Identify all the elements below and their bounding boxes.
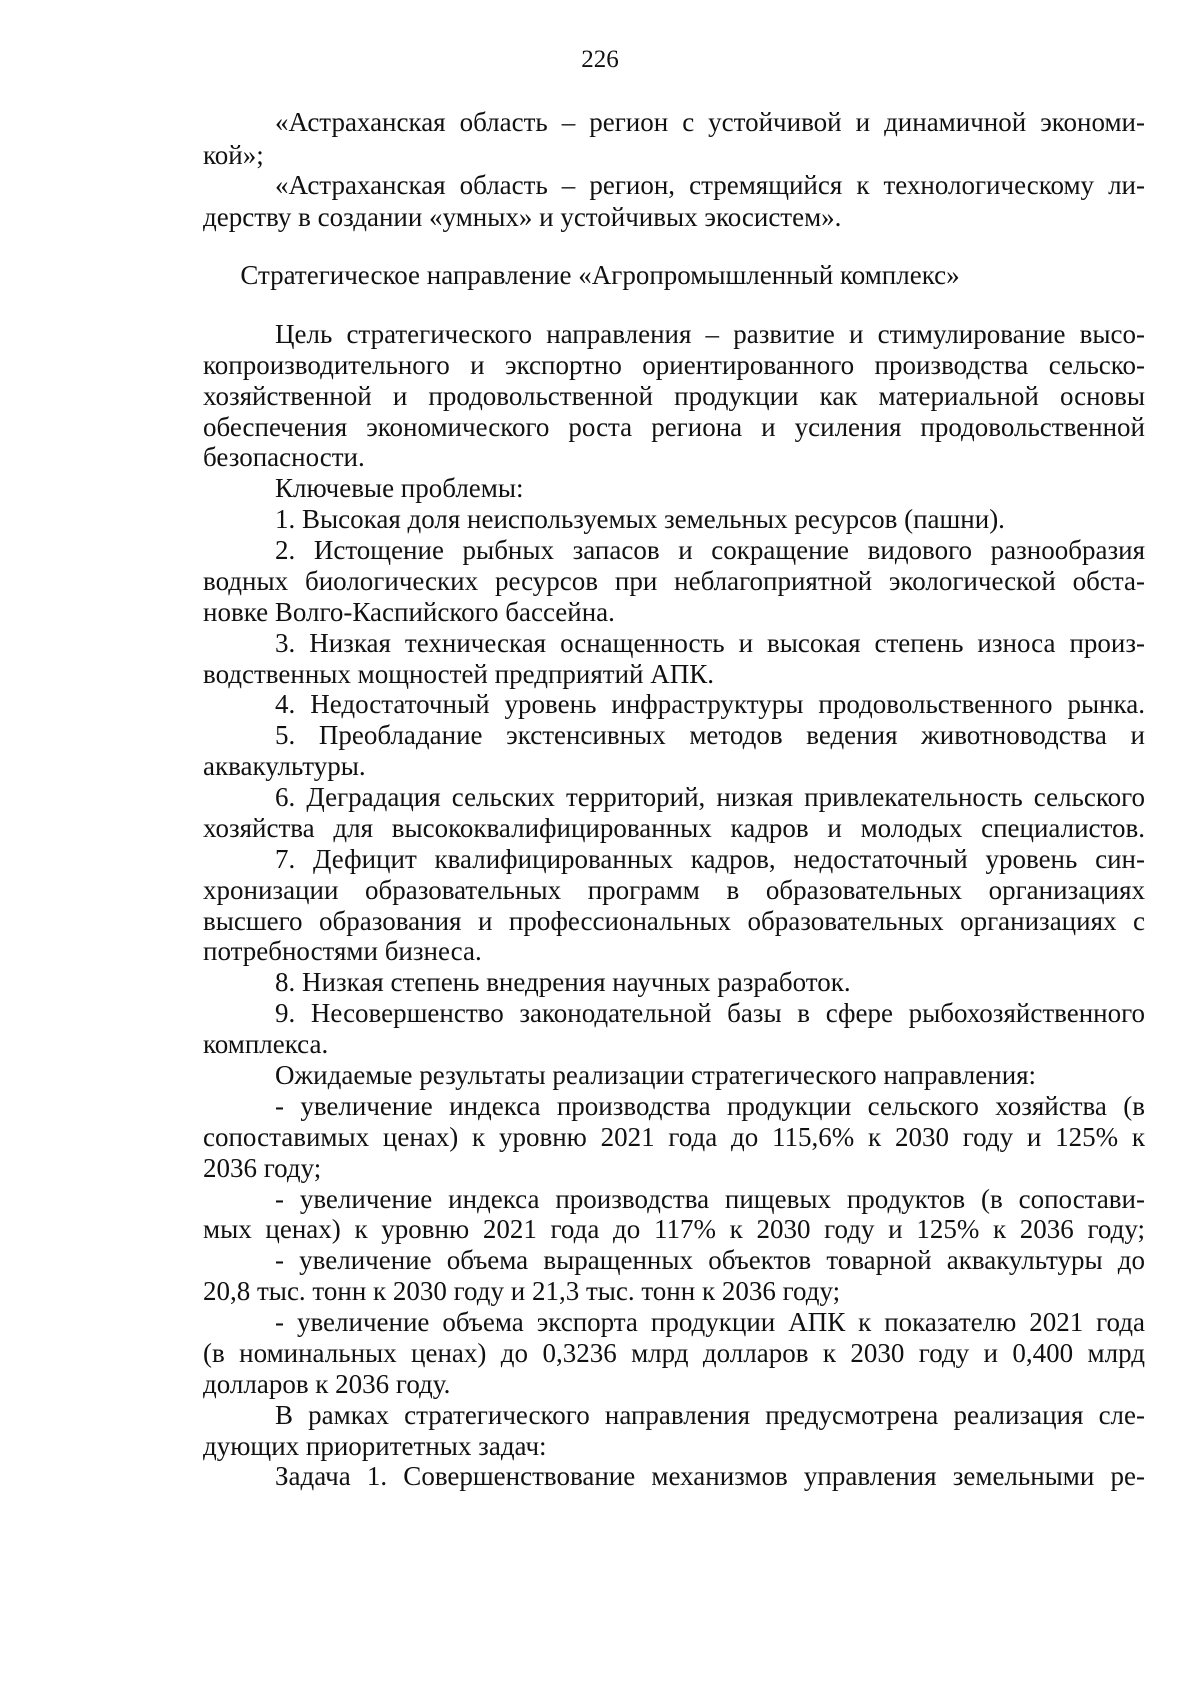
text-line: 3. Низкая техническая оснащенность и высокая степень износа произ- xyxy=(275,628,1145,658)
text-line: обеспечения экономического роста региона и усиления продовольственной xyxy=(203,412,1145,442)
text-line: 4. Недостаточный уровень инфраструктуры продовольственного рынка. xyxy=(275,689,1145,719)
text-line: 20,8 тыс. тонн к 2030 году и 21,3 тыс. тонн к 2036 году; xyxy=(203,1276,841,1306)
page-number: 226 xyxy=(581,46,619,73)
text-line: - увеличение индекса производства продукции сельского хозяйства (в xyxy=(275,1091,1145,1121)
text-line: 6. Деградация сельских территорий, низкая привлекательность сельского xyxy=(275,782,1145,812)
text-line: Ожидаемые результаты реализации стратегического направления: xyxy=(275,1060,1037,1090)
text-line: копроизводительного и экспортно ориентированного производства сельско- xyxy=(203,350,1145,380)
text-line: «Астраханская область – регион с устойчивой и динамичной экономи- xyxy=(275,107,1145,137)
text-line: сопоставимых ценах) к уровню 2021 года до 115,6% к 2030 году и 125% к xyxy=(203,1122,1145,1152)
text-line: долларов к 2036 году. xyxy=(203,1369,451,1399)
text-line: «Астраханская область – регион, стремящийся к технологическому ли- xyxy=(275,170,1145,200)
text-line: мых ценах) к уровню 2021 года до 117% к 2030 году и 125% к 2036 году; xyxy=(203,1214,1145,1244)
text-line: водных биологических ресурсов при неблагоприятной экологической обста- xyxy=(203,566,1145,596)
text-line: Цель стратегического направления – развитие и стимулирование высо- xyxy=(275,319,1145,349)
text-line: 8. Низкая степень внедрения научных разработок. xyxy=(275,967,851,997)
text-line: потребностями бизнеса. xyxy=(203,936,482,966)
text-line: (в номинальных ценах) до 0,3236 млрд долларов к 2030 году и 0,400 млрд xyxy=(203,1338,1145,1368)
text-line: хронизации образовательных программ в образовательных организациях xyxy=(203,875,1145,905)
text-line: водственных мощностей предприятий АПК. xyxy=(203,659,714,689)
text-line: 5. Преобладание экстенсивных методов ведения животноводства и xyxy=(275,720,1145,750)
text-line: аквакультуры. xyxy=(203,751,366,781)
text-line: хозяйства для высококвалифицированных кадров и молодых специалистов. xyxy=(203,813,1145,843)
text-line: новке Волго-Каспийского бассейна. xyxy=(203,597,615,627)
text-line: дующих приоритетных задач: xyxy=(203,1431,547,1461)
text-line: - увеличение объема экспорта продукции АПК к показателю 2021 года xyxy=(275,1307,1145,1337)
text-line: 1. Высокая доля неиспользуемых земельных ресурсов (пашни). xyxy=(275,504,1005,534)
text-line: комплекса. xyxy=(203,1029,329,1059)
text-line: - увеличение объема выращенных объектов товарной аквакультуры до xyxy=(275,1245,1145,1275)
text-line: безопасности. xyxy=(203,442,365,472)
text-line: Задача 1. Совершенствование механизмов управления земельными ре- xyxy=(275,1461,1145,1491)
text-line: высшего образования и профессиональных образовательных организациях с xyxy=(203,906,1145,936)
text-line: 2036 году; xyxy=(203,1153,322,1183)
text-line: дерству в создании «умных» и устойчивых экосистем». xyxy=(203,202,842,232)
text-line: 2. Истощение рыбных запасов и сокращение видового разнообразия xyxy=(275,535,1145,565)
text-line: хозяйственной и продовольственной продукции как материальной основы xyxy=(203,381,1145,411)
text-line: 9. Несовершенство законодательной базы в сфере рыбохозяйственного xyxy=(275,998,1145,1028)
text-line: кой»; xyxy=(203,140,264,170)
text-line: - увеличение индекса производства пищевых продуктов (в сопостави- xyxy=(275,1184,1145,1214)
text-line: В рамках стратегического направления предусмотрена реализация сле- xyxy=(275,1400,1145,1430)
text-line: 7. Дефицит квалифицированных кадров, недостаточный уровень син- xyxy=(275,844,1145,874)
text-line: Ключевые проблемы: xyxy=(275,473,524,503)
section-heading: Стратегическое направление «Агропромышленный комплекс» xyxy=(240,260,960,290)
